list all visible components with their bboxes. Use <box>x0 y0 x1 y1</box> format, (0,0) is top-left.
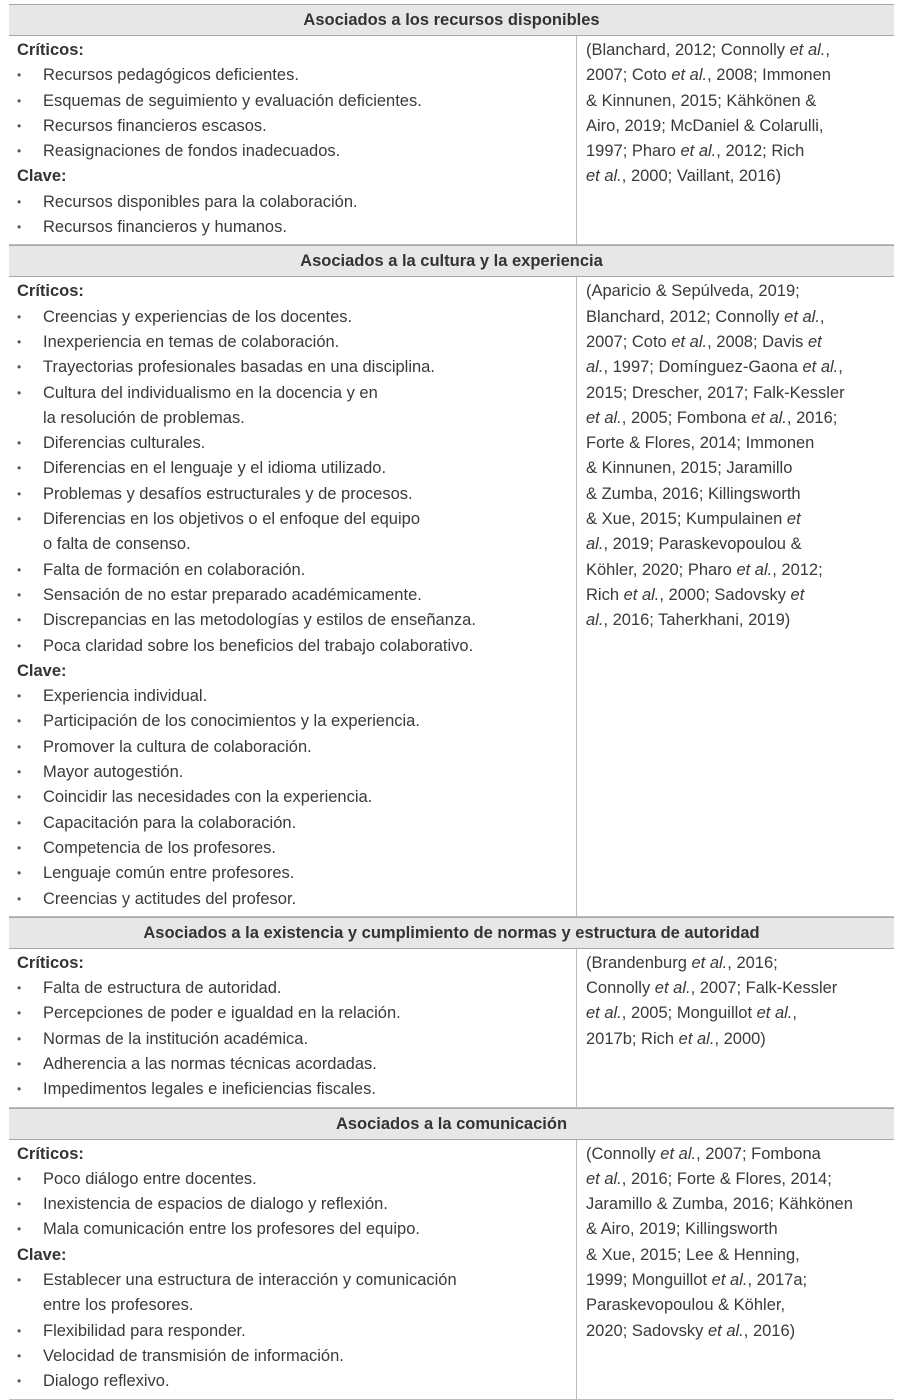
bullet-icon: • <box>17 714 22 729</box>
bullet-icon: • <box>17 68 22 83</box>
reference-line: 1999; Monguillot et al., 2017a; <box>586 1271 808 1290</box>
reference-line: Rich et al., 2000; Sadovsky et <box>586 585 805 604</box>
table-section <box>9 4 894 245</box>
list-item <box>17 634 576 659</box>
reference-line: al., 1997; Domínguez-Gaona et al., <box>586 358 843 377</box>
group-label: Críticos: <box>17 282 84 301</box>
section-header: Asociados a la existencia y cumplimiento de normas y estructura de autoridad <box>9 917 894 949</box>
reference-line: 2020; Sadovsky et al., 2016) <box>586 1321 796 1340</box>
list-item-text: Capacitación para la colaboración. <box>43 813 297 832</box>
list-item-text: Promover la cultura de colaboración. <box>43 737 312 756</box>
reference-line: 1997; Pharo et al., 2012; Rich <box>586 142 805 161</box>
bullet-icon: • <box>17 981 22 996</box>
bullet-icon: • <box>17 562 22 577</box>
list-item <box>17 456 576 481</box>
list-item <box>17 1268 576 1319</box>
reference-line: & Kinnunen, 2015; Kähkönen & <box>586 91 817 110</box>
bullet-icon: • <box>17 613 22 628</box>
reference-line: Jaramillo & Zumba, 2016; Kähkönen <box>586 1195 853 1214</box>
list-item-text: Mayor autogestión. <box>43 763 184 782</box>
list-item-text: Trayectorias profesionales basadas en una disciplina. <box>43 358 435 377</box>
list-item <box>17 1077 576 1102</box>
list-item <box>17 976 576 1001</box>
factors-table <box>9 4 894 1400</box>
reference-line: et al., 2000; Vaillant, 2016) <box>586 167 782 186</box>
bullet-icon: • <box>17 486 22 501</box>
bullet-icon: • <box>17 1082 22 1097</box>
list-item-text: Experiencia individual. <box>43 687 208 706</box>
list-item-text: Recursos financieros escasos. <box>43 116 267 135</box>
bullet-icon: • <box>17 1273 22 1288</box>
group-label: Clave: <box>17 1245 67 1264</box>
reference-line: Connolly et al., 2007; Falk-Kessler <box>586 979 838 998</box>
reference-line: Blanchard, 2012; Connolly et al., <box>586 307 825 326</box>
list-item <box>17 1344 576 1369</box>
list-item <box>17 1052 576 1077</box>
list-item-text: Falta de estructura de autoridad. <box>43 979 282 998</box>
list-item <box>17 1167 576 1192</box>
list-item <box>17 1319 576 1344</box>
list-item-text: Diferencias en los objetivos o el enfoque del equipo o falta de consenso. <box>43 510 421 554</box>
bullet-icon: • <box>17 790 22 805</box>
list-item-text: Participación de los conocimientos y la experiencia. <box>43 712 420 731</box>
references-cell <box>577 36 894 244</box>
references-cell <box>577 277 894 915</box>
bullet-icon: • <box>17 220 22 235</box>
reference-line: 2017b; Rich et al., 2000) <box>586 1029 766 1048</box>
reference-line: (Blanchard, 2012; Connolly et al., <box>586 41 830 59</box>
reference-line: & Airo, 2019; Killingsworth <box>586 1220 778 1239</box>
list-item <box>17 482 576 507</box>
group-label: Críticos: <box>17 1144 84 1163</box>
reference-line: (Connolly et al., 2007; Fombona <box>586 1144 821 1163</box>
table-section <box>9 245 894 916</box>
bullet-icon: • <box>17 587 22 602</box>
list-item-text: Cultura del individualismo en la docencia y en la resolución de problemas. <box>43 383 378 427</box>
list-item-text: Velocidad de transmisión de información. <box>43 1346 344 1365</box>
reference-line: et al., 2005; Fombona et al., 2016; <box>586 408 838 427</box>
section-row <box>9 949 894 1107</box>
reference-line: (Brandenburg et al., 2016; <box>586 953 778 972</box>
reference-line: 2015; Drescher, 2017; Falk-Kessler <box>586 383 845 402</box>
section-row <box>9 36 894 244</box>
list-item-text: Recursos financieros y humanos. <box>43 218 287 237</box>
bullet-icon: • <box>17 144 22 159</box>
list-item-text: Diferencias en el lenguaje y el idioma utilizado. <box>43 459 387 478</box>
bullet-icon: • <box>17 1031 22 1046</box>
bullet-icon: • <box>17 461 22 476</box>
list-item-text: Problemas y desafíos estructurales y de procesos. <box>43 484 413 503</box>
group-label: Clave: <box>17 167 67 186</box>
list-item <box>17 785 576 810</box>
list-item-text: Coincidir las necesidades con la experiencia. <box>43 788 373 807</box>
list-item-text: Recursos disponibles para la colaboración. <box>43 192 358 211</box>
bullet-icon: • <box>17 1056 22 1071</box>
bullet-icon: • <box>17 194 22 209</box>
factors-cell <box>9 277 577 915</box>
list-item <box>17 558 576 583</box>
table-section <box>9 917 894 1108</box>
reference-line: Köhler, 2020; Pharo et al., 2012; <box>586 560 823 579</box>
reference-line: & Xue, 2015; Kumpulainen et <box>586 510 801 529</box>
list-item-text: Adherencia a las normas técnicas acordadas. <box>43 1054 377 1073</box>
bullet-icon: • <box>17 360 22 375</box>
bullet-icon: • <box>17 118 22 133</box>
section-header: Asociados a la cultura y la experiencia <box>9 245 894 277</box>
factors-cell <box>9 1140 577 1399</box>
reference-line: Paraskevopoulou & Köhler, <box>586 1296 786 1315</box>
bullet-icon: • <box>17 1323 22 1338</box>
list-item-text: Poca claridad sobre los beneficios del trabajo colaborativo. <box>43 636 474 655</box>
bullet-icon: • <box>17 689 22 704</box>
list-item <box>17 139 576 164</box>
list-item <box>17 381 576 432</box>
list-item <box>17 89 576 114</box>
list-item-text: Creencias y experiencias de los docentes. <box>43 307 353 326</box>
list-item <box>17 861 576 886</box>
list-item <box>17 887 576 912</box>
reference-line: al., 2019; Paraskevopoulou & <box>586 535 802 554</box>
list-item-text: Discrepancias en las metodologías y estilos de enseñanza. <box>43 611 476 630</box>
list-item <box>17 684 576 709</box>
group-label: Críticos: <box>17 41 84 59</box>
table-section <box>9 1108 894 1400</box>
references-cell <box>577 949 894 1107</box>
list-item <box>17 1192 576 1217</box>
list-item <box>17 330 576 355</box>
bullet-icon: • <box>17 1348 22 1363</box>
list-item <box>17 735 576 760</box>
bullet-icon: • <box>17 385 22 400</box>
list-item-text: Inexistencia de espacios de dialogo y reflexión. <box>43 1195 388 1214</box>
list-item <box>17 1217 576 1242</box>
section-header: Asociados a la comunicación <box>9 1108 894 1140</box>
group-label: Críticos: <box>17 953 84 972</box>
section-row <box>9 1140 894 1399</box>
list-item <box>17 215 576 240</box>
bullet-icon: • <box>17 765 22 780</box>
list-item-text: Poco diálogo entre docentes. <box>43 1169 257 1188</box>
bullet-icon: • <box>17 1197 22 1212</box>
list-item-text: Normas de la institución académica. <box>43 1029 309 1048</box>
group-label: Clave: <box>17 661 67 680</box>
section-header: Asociados a los recursos disponibles <box>9 4 894 36</box>
list-item <box>17 190 576 215</box>
reference-line: Forte & Flores, 2014; Immonen <box>586 434 815 453</box>
list-item <box>17 507 576 558</box>
list-item-text: Creencias y actitudes del profesor. <box>43 889 297 908</box>
list-item-text: Falta de formación en colaboración. <box>43 560 306 579</box>
list-item-text: Sensación de no estar preparado académicamente. <box>43 585 422 604</box>
list-item <box>17 305 576 330</box>
references-cell <box>577 1140 894 1399</box>
list-item-text: Lenguaje común entre profesores. <box>43 864 295 883</box>
bullet-icon: • <box>17 638 22 653</box>
list-item <box>17 709 576 734</box>
reference-line: 2007; Coto et al., 2008; Davis et <box>586 332 822 351</box>
list-item <box>17 836 576 861</box>
list-item <box>17 811 576 836</box>
list-item-text: Competencia de los profesores. <box>43 838 276 857</box>
list-item-text: Esquemas de seguimiento y evaluación deficientes. <box>43 91 422 110</box>
list-item <box>17 431 576 456</box>
reference-line: et al., 2005; Monguillot et al., <box>586 1004 797 1023</box>
bullet-icon: • <box>17 1006 22 1021</box>
list-item-text: Impedimentos legales e ineficiencias fiscales. <box>43 1080 376 1099</box>
list-item-text: Recursos pedagógicos deficientes. <box>43 66 299 85</box>
reference-line: & Xue, 2015; Lee & Henning, <box>586 1245 800 1264</box>
bullet-icon: • <box>17 1171 22 1186</box>
bullet-icon: • <box>17 891 22 906</box>
list-item <box>17 583 576 608</box>
reference-line: & Kinnunen, 2015; Jaramillo <box>586 459 793 478</box>
list-item <box>17 63 576 88</box>
list-item-text: Diferencias culturales. <box>43 434 206 453</box>
bullet-icon: • <box>17 739 22 754</box>
bullet-icon: • <box>17 512 22 527</box>
bullet-icon: • <box>17 309 22 324</box>
reference-line: & Zumba, 2016; Killingsworth <box>586 484 801 503</box>
bullet-icon: • <box>17 334 22 349</box>
bullet-icon: • <box>17 866 22 881</box>
factors-cell <box>9 949 577 1107</box>
list-item <box>17 760 576 785</box>
bullet-icon: • <box>17 93 22 108</box>
list-item-text: Inexperiencia en temas de colaboración. <box>43 332 340 351</box>
list-item-text: Establecer una estructura de interacción y comunicación entre los profesores. <box>43 1271 457 1315</box>
bullet-icon: • <box>17 840 22 855</box>
bullet-icon: • <box>17 1222 22 1237</box>
bullet-icon: • <box>17 815 22 830</box>
reference-line: al., 2016; Taherkhani, 2019) <box>586 611 791 630</box>
reference-line: (Aparicio & Sepúlveda, 2019; <box>586 282 800 301</box>
list-item-text: Percepciones de poder e igualdad en la relación. <box>43 1004 401 1023</box>
list-item-text: Dialogo reflexivo. <box>43 1372 170 1391</box>
factors-cell <box>9 36 577 244</box>
list-item <box>17 1027 576 1052</box>
list-item <box>17 355 576 380</box>
reference-line: et al., 2016; Forte & Flores, 2014; <box>586 1169 832 1188</box>
bullet-icon: • <box>17 1374 22 1389</box>
list-item <box>17 1001 576 1026</box>
list-item <box>17 114 576 139</box>
reference-line: 2007; Coto et al., 2008; Immonen <box>586 66 831 85</box>
list-item-text: Reasignaciones de fondos inadecuados. <box>43 142 341 161</box>
list-item-text: Flexibilidad para responder. <box>43 1321 246 1340</box>
list-item-text: Mala comunicación entre los profesores del equipo. <box>43 1220 420 1239</box>
bullet-icon: • <box>17 436 22 451</box>
list-item <box>17 608 576 633</box>
section-row <box>9 277 894 915</box>
reference-line: Airo, 2019; McDaniel & Colarulli, <box>586 116 824 135</box>
